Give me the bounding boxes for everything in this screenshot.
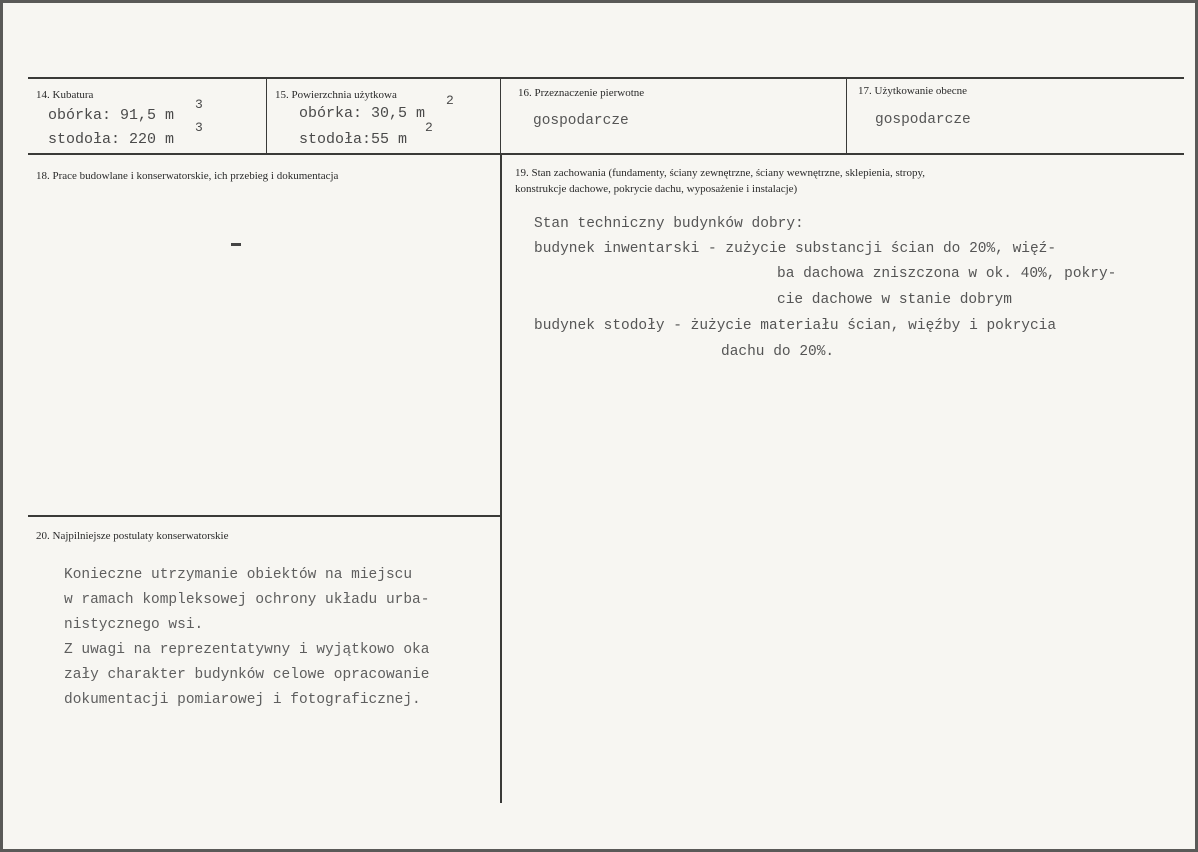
field-15-label: 15. Powierzchnia użytkowa (275, 89, 397, 101)
field-14-line-2: stodoła: 220 m (48, 131, 175, 148)
field-14-label: 14. Kubatura (36, 89, 94, 101)
field-20-line-1: Konieczne utrzymanie obiektów na miejscu (64, 567, 413, 583)
field-19-line-3: ba dachowa zniszczona w ok. 40%, pokry- (777, 266, 1117, 282)
field-20-label: 20. Najpilniejsze postulaty konserwatorskie (36, 530, 229, 542)
header-bottom-rule (28, 153, 1184, 155)
field-20-line-5: zały charakter budynków celowe opracowanie (64, 667, 430, 683)
field-15-line-2: stodoła:55 m (299, 131, 408, 148)
field-16-value: gospodarcze (533, 113, 629, 129)
divider-15-16 (500, 79, 501, 153)
field-17-value: gospodarcze (875, 112, 971, 128)
field-19-label-line-2: konstrukcje dachowe, pokrycie dachu, wyposażenie i instalacje) (515, 183, 798, 195)
field-14-line-1: obórka: 91,5 m (48, 107, 175, 124)
field-18-value (233, 231, 242, 248)
field-19-line-1: Stan techniczny budynków dobry: (534, 216, 804, 232)
field-19-line-2: budynek inwentarski - zużycie substancji ścian do 20%, więź- (534, 241, 1057, 257)
field-14-line-1-sup: 3 (195, 97, 203, 112)
field-20-line-4: Z uwagi na reprezentatywny i wyjątkowo oka (64, 642, 430, 658)
field-19-line-6: dachu do 20%. (721, 344, 835, 360)
divider-14-15 (266, 79, 267, 153)
field-16-label: 16. Przeznaczenie pierwotne (518, 87, 645, 99)
field-19-line-5: budynek stodoły - żużycie materiału ścian, więźby i pokrycia (534, 318, 1057, 334)
field-18-label: 18. Prace budowlane i konserwatorskie, ich przebieg i dokumentacja (36, 170, 339, 182)
field-20-line-3: nistycznego wsi. (64, 617, 204, 633)
divider-18-20 (28, 515, 500, 517)
top-rule (28, 77, 1184, 79)
field-19-line-4: cie dachowe w stanie dobrym (777, 292, 1012, 308)
field-14-line-2-sup: 3 (195, 120, 203, 135)
field-15-line-1-sup: 2 (446, 93, 454, 108)
field-17-label: 17. Użytkowanie obecne (858, 85, 968, 97)
main-vertical-divider (500, 155, 502, 803)
field-15-line-1: obórka: 30,5 m (299, 105, 426, 122)
field-15-line-2-sup: 2 (425, 120, 433, 135)
field-20-line-6: dokumentacji pomiarowej i fotograficznej. (64, 692, 421, 708)
field-19-label-line-1: 19. Stan zachowania (fundamenty, ściany zewnętrzne, ściany wewnętrzne, sklepienia, stropy, (515, 167, 926, 179)
divider-16-17 (846, 79, 847, 153)
field-20-line-2: w ramach kompleksowej ochrony układu urba- (64, 592, 430, 608)
